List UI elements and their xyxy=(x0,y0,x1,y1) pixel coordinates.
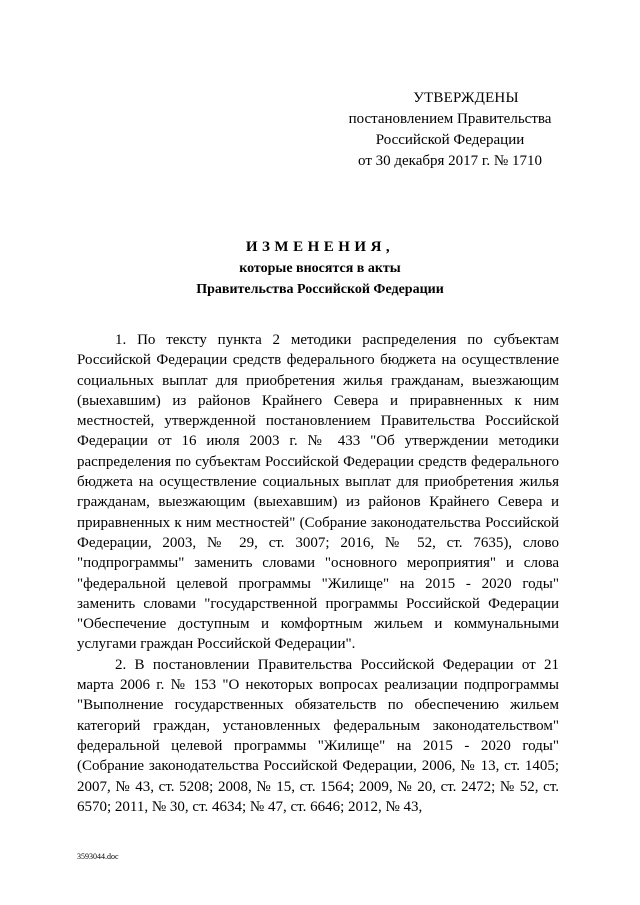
document-title: ИЗМЕНЕНИЯ, xyxy=(245,239,395,255)
approval-line-decree: постановлением Правительства xyxy=(348,111,552,127)
approval-title: УТВЕРЖДЕНЫ xyxy=(413,90,519,106)
approval-stamp-block xyxy=(345,88,555,172)
document-subtitle-line2: Правительства Российской Федерации xyxy=(196,282,444,297)
document-subtitle-line1: которые вносятся в акты xyxy=(239,261,401,276)
approval-line-date-number: от 30 декабря 2017 г. № 1710 xyxy=(358,153,542,169)
approval-line-government: Российской Федерации xyxy=(375,132,525,148)
document-heading xyxy=(80,236,560,300)
paragraph-2: 2. В постановлении Правительства Российской Федерации от 21 марта 2006 г. № 153 "О некоторых вопросах реализации подпрограммы "Выполнение государственных обязательств по обеспечению жильем категорий граждан, установленных федеральным законодательством" федеральной целевой программы "Жилище" на 2015 - 2020 годы" (Собрание законодательства Российской Федерации, 2006, № 13, ст. 1405; 2007, № 43, ст. 5208; 2008, № 15, ст. 1564; 2009, № 20, ст. 2472; № 52, ст. 6570; 2011, № 30, ст. 4634; № 47, ст. 6646; 2012, № 43, xyxy=(77,656,559,815)
footer-doc-code: 3593044.doc xyxy=(77,852,119,861)
document-body xyxy=(77,330,559,817)
paragraph-1: 1. По тексту пункта 2 методики распределения по субъектам Российской Федерации средств федерального бюджета на осуществление социальных выплат для приобретения жилья гражданам, выезжающим (выехавшим) из районов Крайнего Севера и приравненных к ним местностей, утвержденной постановлением Правительства Российской Федерации от 16 июля 2003 г. № 433 "Об утверждении методики распределения по субъектам Российской Федерации средств федерального бюджета на осуществление социальных выплат для приобретения жилья гражданам, выезжающим (выехавшим) из районов Крайнего Севера и приравненных к ним местностей" (Собрание законодательства Российской Федерации, 2003, № 29, ст. 3007; 2016, № 52, ст. 7635), слово "подпрограммы" заменить словами "основного мероприятия" и слова "федеральной целевой программы "Жилище" на 2015 - 2020 годы" заменить словами "государственной программы Российской Федерации "Обеспечение доступным и комфортным жильем и коммунальными услугами граждан Российской Федерации". xyxy=(77,332,559,653)
